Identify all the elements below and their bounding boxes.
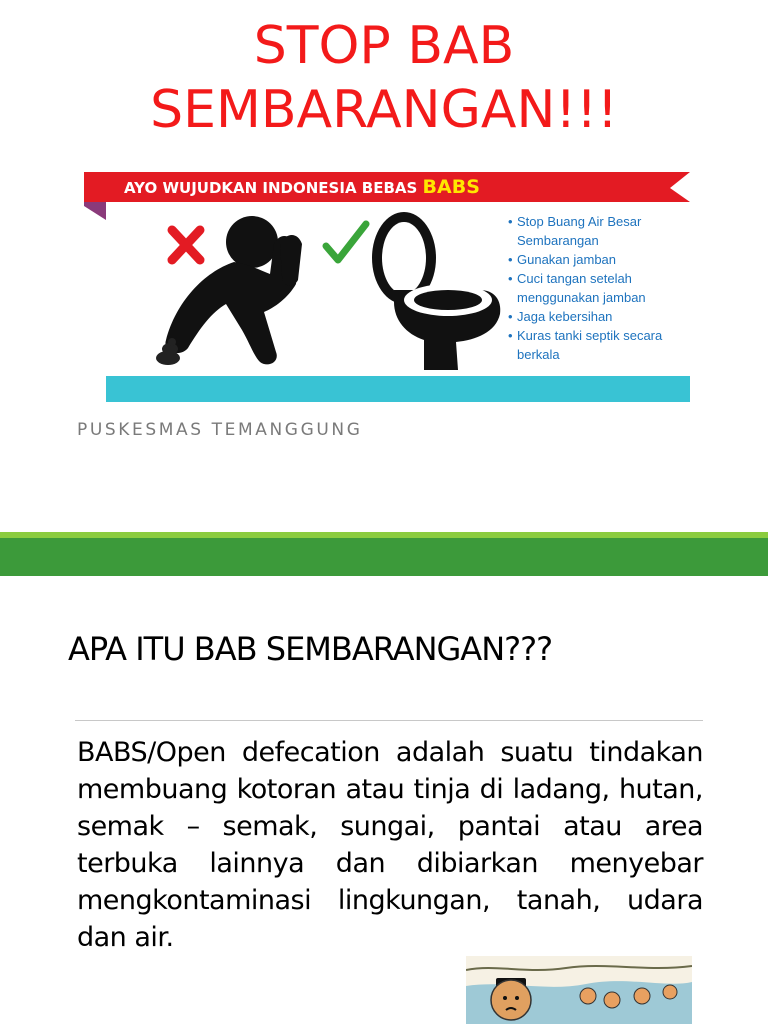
squatting-person-icon (165, 216, 302, 364)
correct-check-icon (326, 224, 366, 260)
definition-paragraph: BABS/Open defecation adalah suatu tindakan membuang kotoran atau tinja di ladang, hutan, semak – semak, sungai, pantai atau area terbuka lainnya dan dibiarkan menyebar mengkontaminasi lingkungan, tanah, udara dan air. (77, 737, 703, 953)
section-heading: APA ITU BAB SEMBARANGAN??? (68, 630, 553, 668)
banner-fold (84, 202, 106, 220)
title-line-2: SEMBARANGAN!!! (150, 80, 618, 140)
slide-divider-dark (0, 538, 768, 576)
slide-title-heading (0, 14, 768, 142)
checklist-item: • Gunakan jamban (508, 250, 688, 269)
title-line-1: STOP BAB (253, 16, 515, 76)
checklist-item: • Stop Buang Air Besar Sembarangan (508, 212, 688, 250)
checklist-item: • Cuci tangan setelah menggunakan jamban (508, 269, 688, 307)
floor-strip (106, 376, 690, 402)
banner-label: AYO WUJUDKAN INDONESIA BEBAS (124, 179, 418, 197)
checklist-item: • Jaga kebersihan (508, 307, 688, 326)
poster-checklist (508, 212, 688, 364)
wrong-cross-icon (172, 230, 200, 260)
heading-rule (75, 720, 703, 721)
poster-banner-text (124, 176, 480, 199)
river-cartoon-illustration (466, 956, 692, 1024)
slide-subtitle: PUSKESMAS TEMANGGUNG (77, 420, 363, 440)
checklist-item: • Kuras tanki septik secara berkala (508, 326, 688, 364)
banner-highlight: BABS (422, 176, 480, 198)
toilet-icon (372, 212, 500, 370)
boy-face-icon (491, 978, 531, 1020)
